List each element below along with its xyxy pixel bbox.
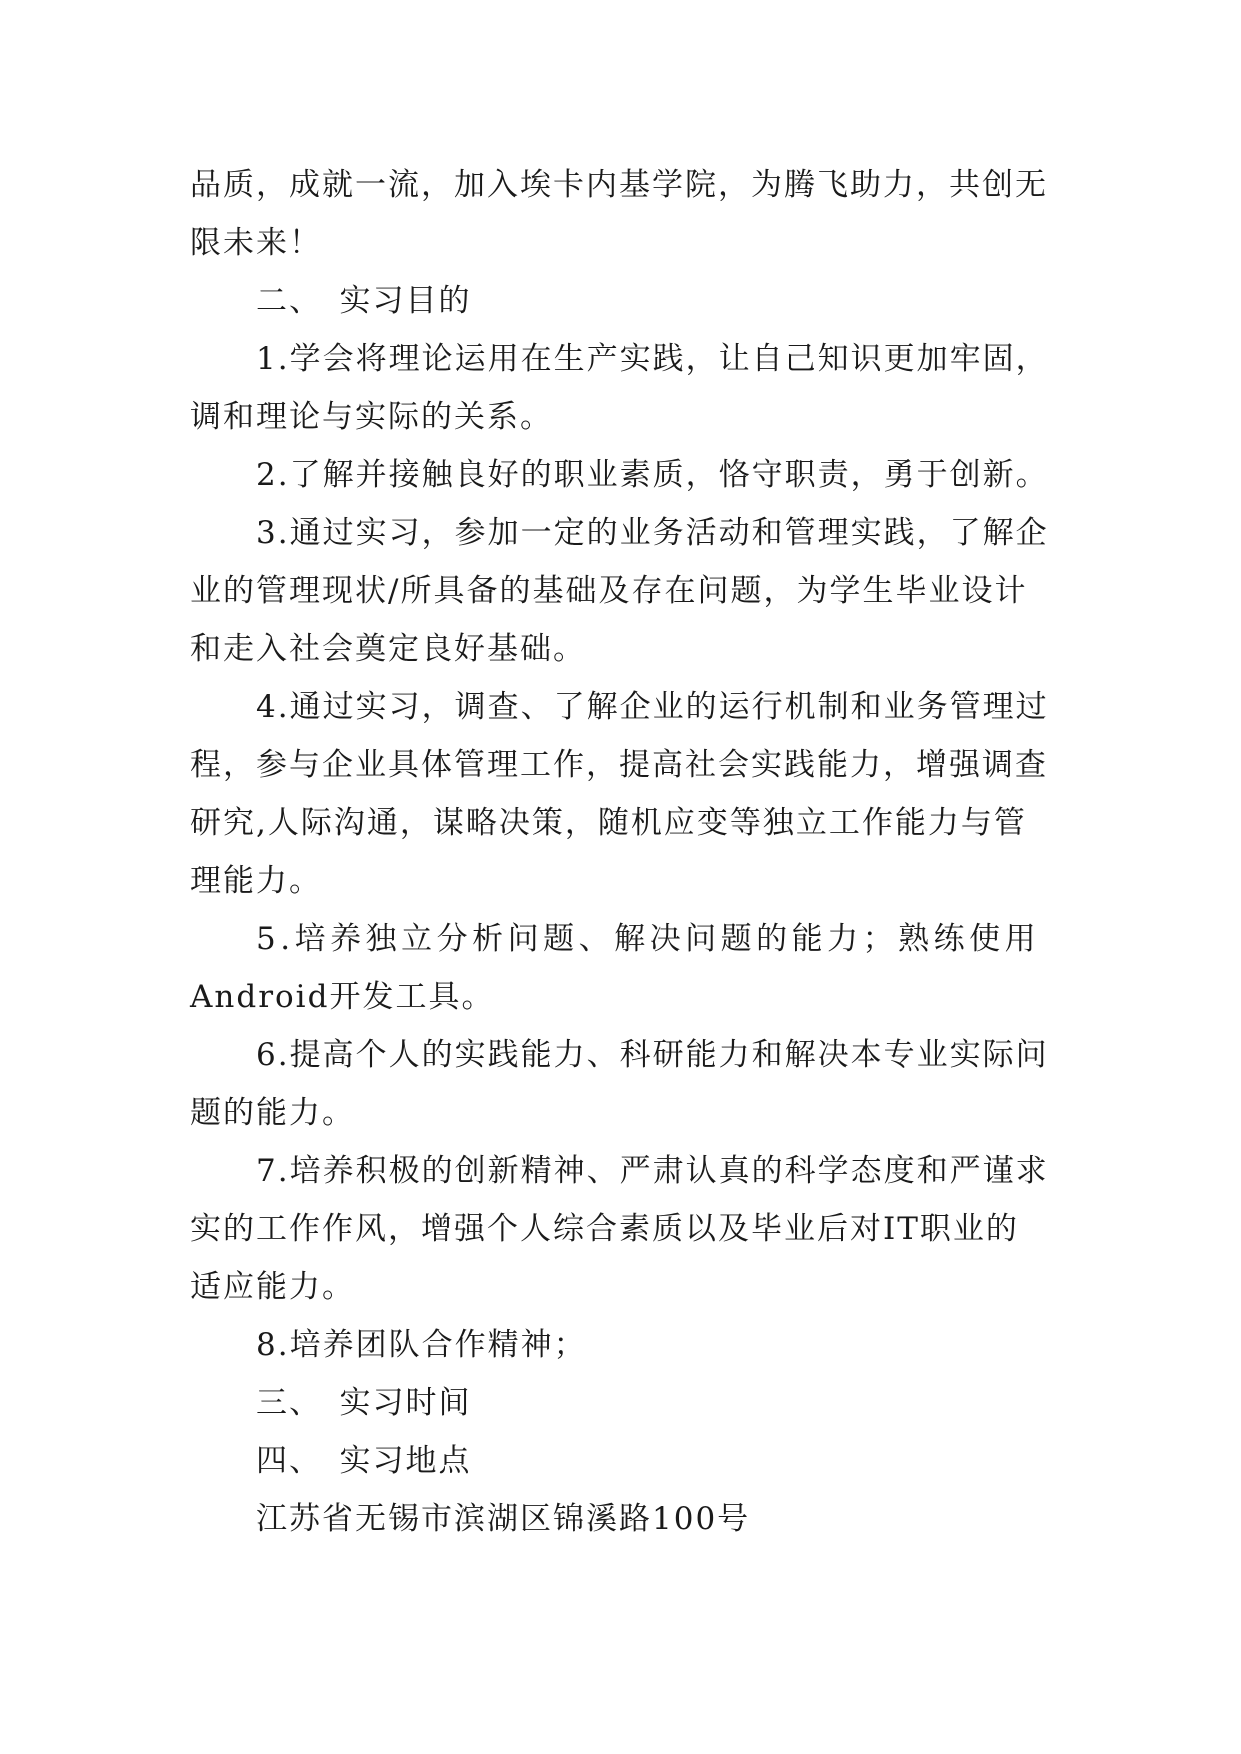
section-heading: 三、 实习时间 (256, 1385, 472, 1421)
section-heading: 二、 实习目的 (256, 283, 472, 319)
paragraph-line: 实的工作作风，增强个人综合素质以及毕业后对IT职业的 (190, 1211, 1019, 1247)
paragraph-line: 程，参与企业具体管理工作，提高社会实践能力，增强调查 (190, 747, 1048, 783)
paragraph-line: 调和理论与实际的关系。 (190, 399, 553, 435)
paragraph-line: Android开发工具。 (190, 979, 495, 1015)
paragraph-line: 品质，成就一流，加入埃卡内基学院，为腾飞助力，共创无 (190, 167, 1048, 203)
list-item: 2.了解并接触良好的职业素质，恪守职责，勇于创新。 (256, 457, 1049, 493)
section-heading: 四、 实习地点 (256, 1443, 472, 1479)
list-item: 8.培养团队合作精神； (256, 1327, 587, 1363)
list-item: 7.培养积极的创新精神、严肃认真的科学态度和严谨求 (256, 1153, 1049, 1189)
paragraph-line: 业的管理现状/所具备的基础及存在问题，为学生毕业设计 (190, 573, 1028, 609)
list-item: 3.通过实习，参加一定的业务活动和管理实践，了解企 (256, 515, 1049, 551)
list-item: 1.学会将理论运用在生产实践，让自己知识更加牢固， (256, 341, 1049, 377)
list-item: 4.通过实习，调查、了解企业的运行机制和业务管理过 (256, 689, 1049, 725)
list-item: 6.提高个人的实践能力、科研能力和解决本专业实际问 (256, 1037, 1049, 1073)
paragraph-line: 研究,人际沟通，谋略决策，随机应变等独立工作能力与管 (190, 805, 1027, 841)
paragraph-line: 和走入社会奠定良好基础。 (190, 631, 586, 667)
address-line: 江苏省无锡市滨湖区锦溪路100号 (256, 1501, 751, 1537)
list-item: 5.培养独立分析问题、解决问题的能力；熟练使用 (256, 921, 1041, 957)
paragraph-line: 理能力。 (190, 863, 322, 899)
paragraph-line: 适应能力。 (190, 1269, 355, 1305)
paragraph-line: 限未来！ (190, 225, 322, 261)
paragraph-line: 题的能力。 (190, 1095, 355, 1131)
